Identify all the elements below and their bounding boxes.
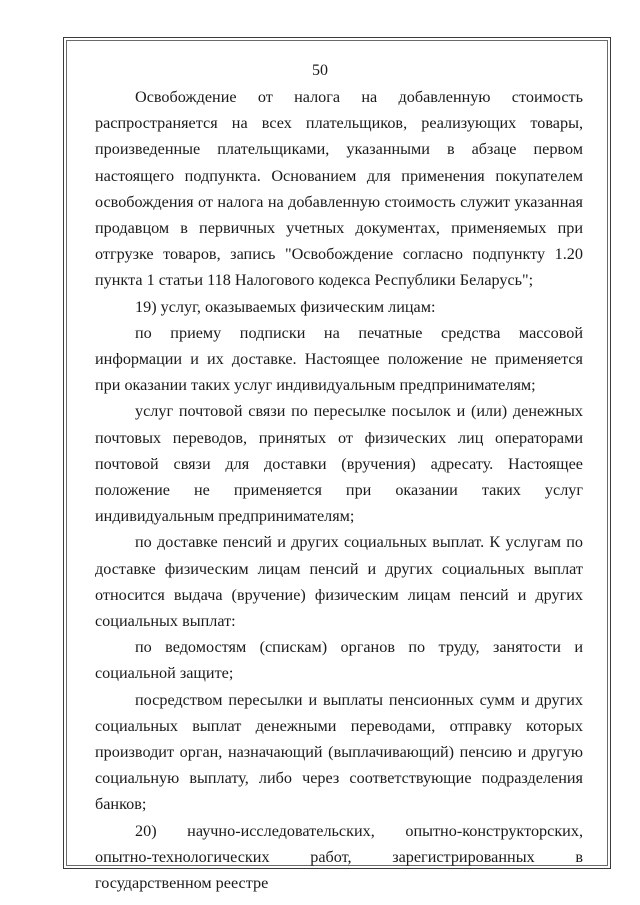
paragraph-transfers: посредством пересылки и выплаты пенсионных сумм и других социальных выплат денежными переводами, отправку которых производит орган, назначающий (выплачивающий) пенсию и другую социальную выплату, либо через соответствующие подразделения банков; bbox=[95, 690, 583, 814]
paragraph-postal-services: услуг почтовой связи по пересылке посылок и (или) денежных почтовых переводов, принятых от физических лиц операторами почтовой связи для доставки (вручения) адресату. Настоящее положение не применяется при оказании таких услуг индивидуальным предпринимателям; bbox=[95, 402, 583, 526]
paragraph-item-19: 19) услуг, оказываемых физическим лицам: bbox=[135, 297, 436, 316]
paragraph-pension-delivery: по доставке пенсий и других социальных выплат. К услугам по доставке физическим лицам пенсий и других социальных выплат относится выдача (вручение) физическим лицам пенсий и других социальных выплат: bbox=[95, 533, 583, 631]
paragraph-statements: по ведомостям (спискам) органов по труду, занятости и социальной защите; bbox=[95, 638, 583, 683]
document-body bbox=[95, 84, 583, 896]
paragraph-subscription: по приему подписки на печатные средства массовой информации и их доставке. Настоящее положение не применяется при оказании таких услуг индивидуальным предпринимателям; bbox=[95, 323, 583, 395]
paragraph-item-20: 20) научно-исследовательских, опытно-конструкторских, опытно-технологических работ, зарегистрированных в государственном реестре bbox=[95, 821, 583, 893]
page-number: 50 bbox=[312, 62, 328, 79]
paragraph-vat-exemption: Освобождение от налога на добавленную стоимость распространяется на всех плательщиков, реализующих товары, произведенные плательщиками, указанными в абзаце первом настоящего подпункта. Основанием для применения покупателем освобождения от налога на добавленную стоимость служит указанная продавцом в первичных учетных документах, применяемых при отгрузке товаров, запись "Освобождение согласно подпункту 1.20 пункта 1 статьи 118 Налогового кодекса Республики Беларусь"; bbox=[95, 88, 583, 290]
